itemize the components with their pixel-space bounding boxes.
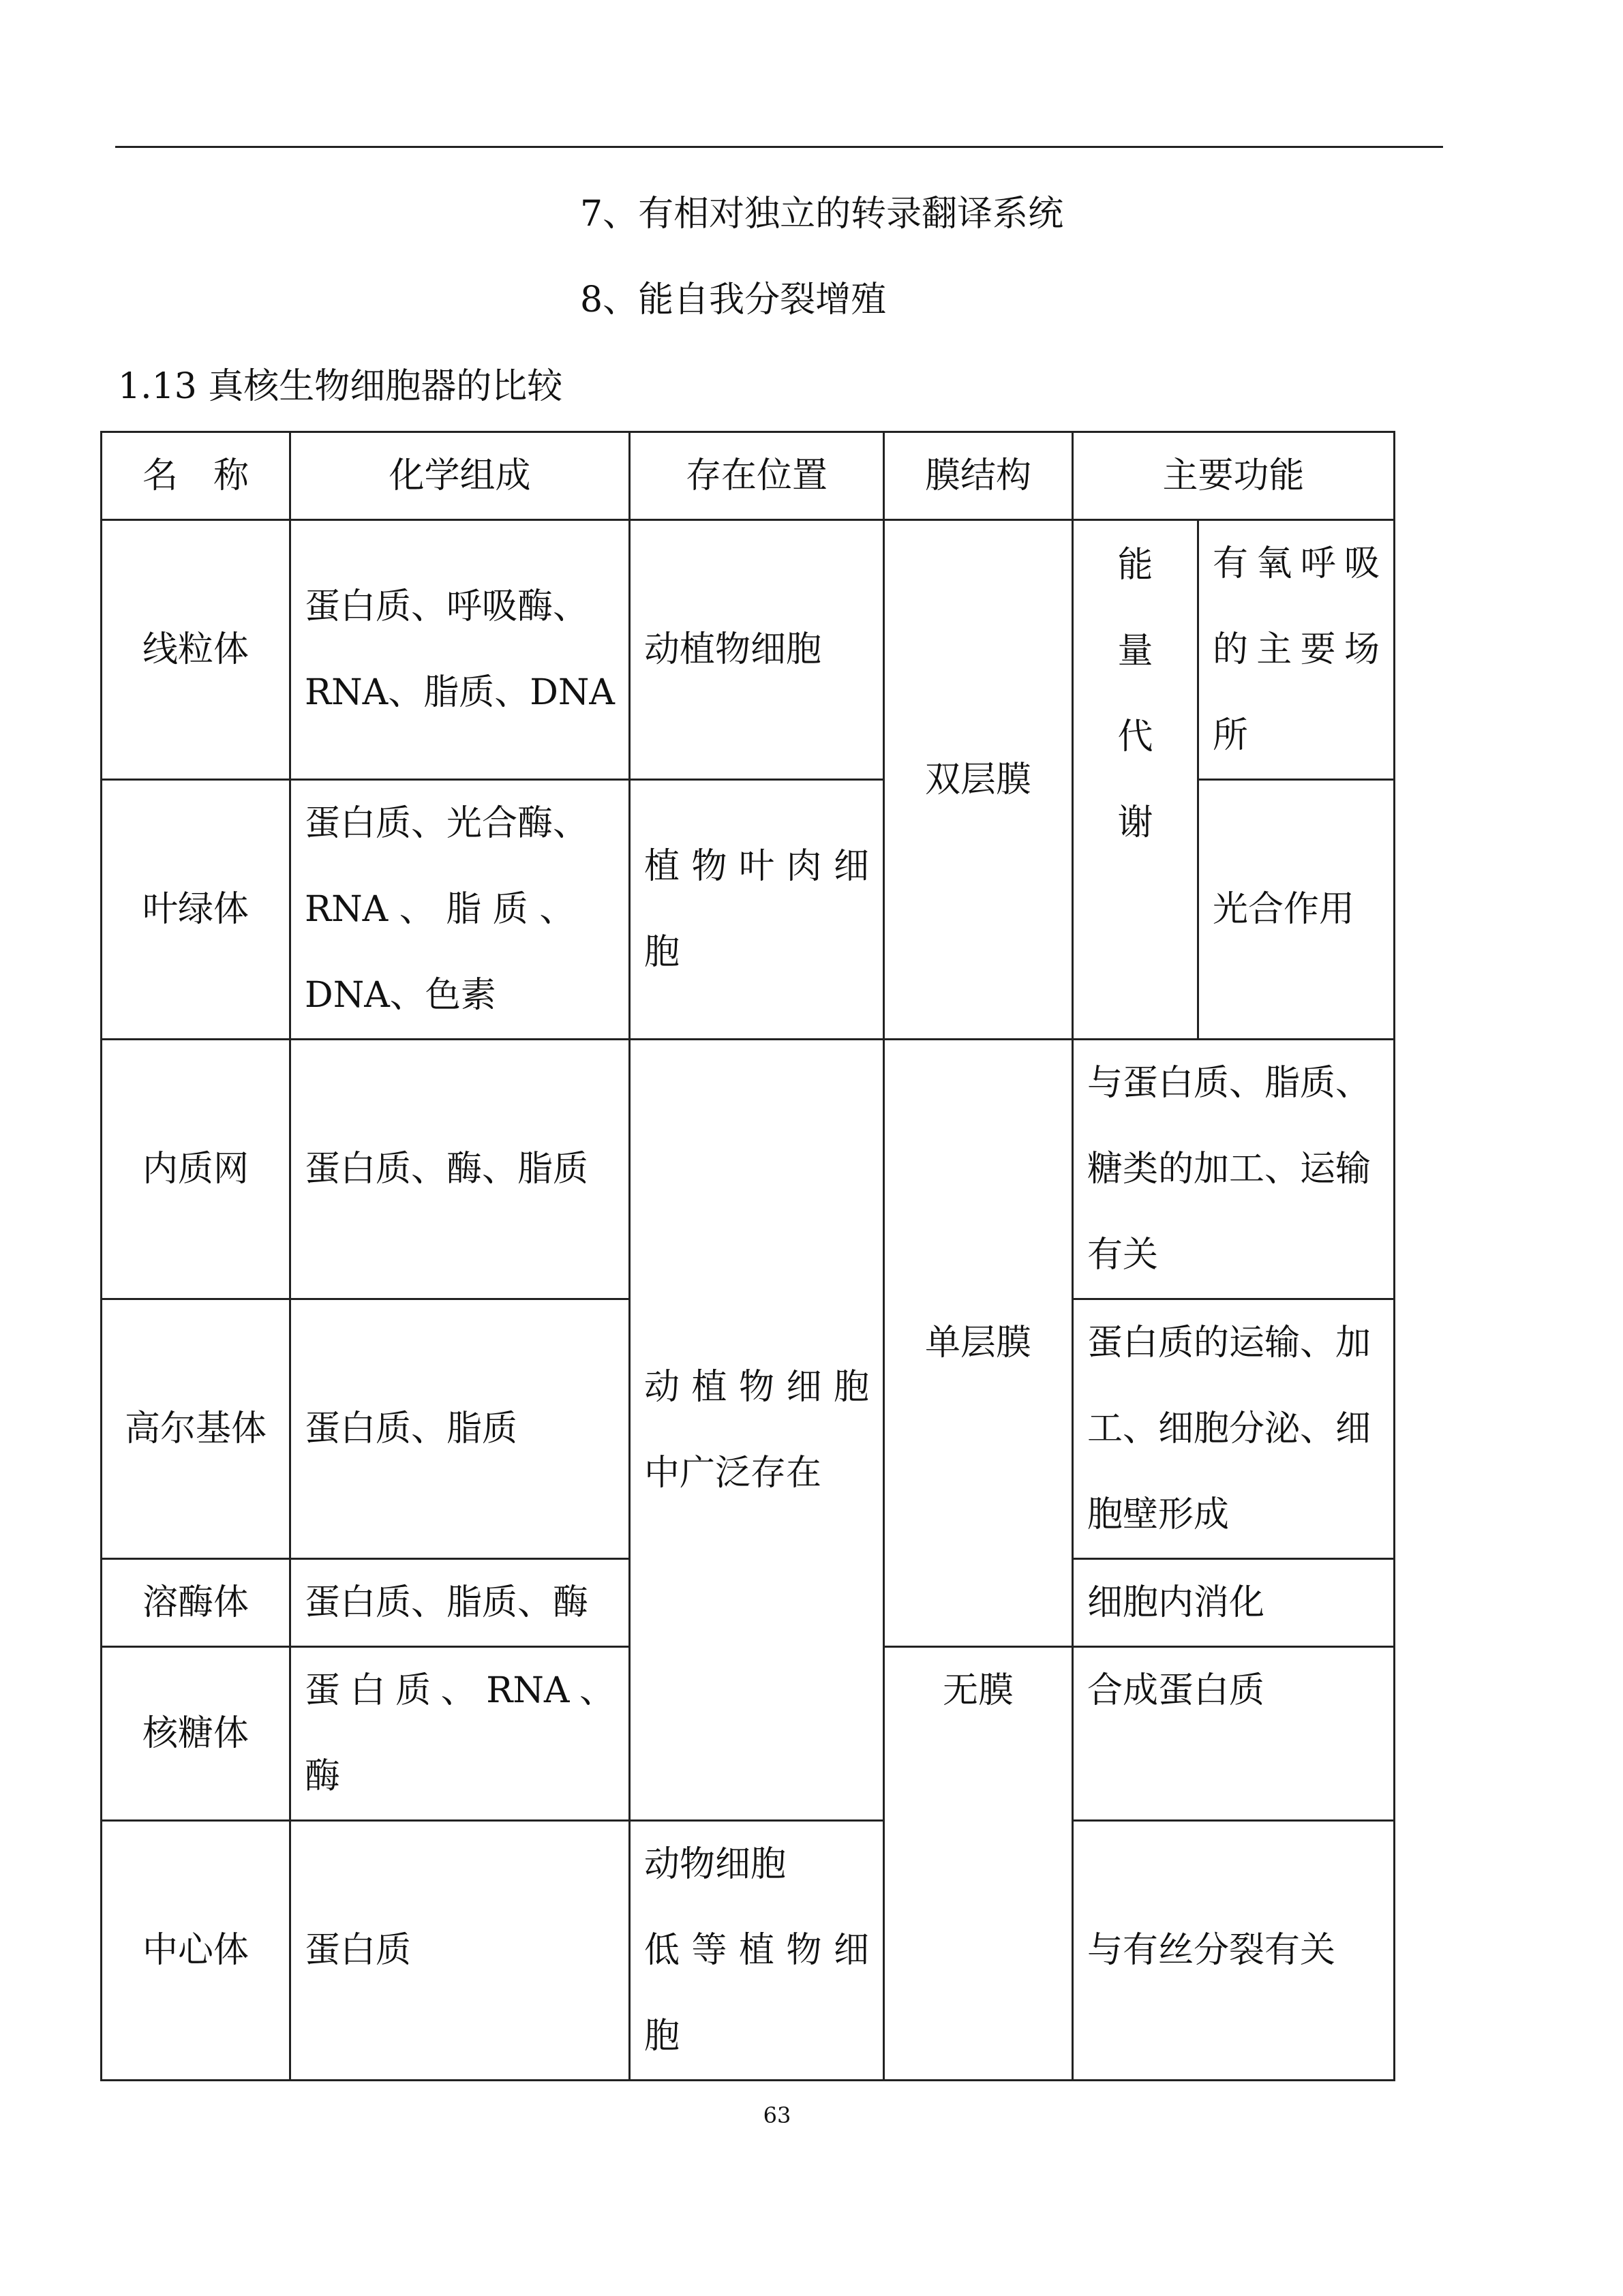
text-line: 所 — [1212, 715, 1248, 756]
text-line: 胞 — [643, 932, 680, 973]
text-line: 蛋白质、脂质 — [305, 1408, 518, 1449]
text-line: 酶 — [305, 1756, 341, 1797]
table-row — [102, 520, 1395, 780]
header-location: 存在位置 — [629, 432, 883, 520]
header-membrane: 膜结构 — [883, 432, 1072, 520]
text-line: 蛋白质、呼吸酶、 — [305, 586, 589, 627]
text-line: 与有丝分裂有关 — [1087, 1930, 1335, 1971]
list-item-8: 8、能自我分裂增殖 — [580, 280, 887, 320]
header-function: 主要功能 — [1072, 432, 1394, 520]
text-line: 有氧呼吸 — [1212, 543, 1380, 584]
text-line: 合成蛋白质 — [1087, 1670, 1264, 1711]
text-line: RNA 、 脂 质 、 — [305, 889, 575, 930]
text-line: 有关 — [1087, 1235, 1158, 1275]
text-line: 蛋白质、RNA、 — [305, 1670, 615, 1711]
function-group-cell — [1072, 520, 1198, 1040]
name-cell: 溶酶体 — [102, 1559, 290, 1647]
text-line: 量 — [1117, 631, 1153, 671]
text-line: 动物细胞 — [643, 1844, 786, 1885]
text-line: 蛋白质、脂质、酶 — [305, 1582, 589, 1623]
function-cell — [1072, 1299, 1394, 1559]
text-line: 低等植物细 — [643, 1930, 869, 1971]
text-line: 的主要场 — [1212, 629, 1380, 670]
name-cell: 叶绿体 — [102, 780, 290, 1040]
location-cell — [629, 780, 883, 1040]
composition-cell — [290, 1821, 630, 2081]
name-cell: 高尔基体 — [102, 1299, 290, 1559]
function-cell — [1072, 1040, 1394, 1299]
header-name: 名 称 — [102, 432, 290, 520]
composition-cell — [290, 1040, 630, 1299]
composition-cell — [290, 520, 630, 780]
text-line: 工、细胞分泌、细 — [1087, 1408, 1371, 1449]
text-line: 蛋白质、光合酶、 — [305, 803, 589, 844]
membrane-cell: 双层膜 — [883, 520, 1072, 1040]
header-rule — [115, 146, 1443, 148]
location-cell — [629, 1821, 883, 2081]
table-row — [102, 1821, 1395, 2081]
text-line: RNA、脂质、DNA — [305, 672, 615, 713]
text-line: 蛋白质 — [305, 1930, 412, 1971]
text-line: 细胞内消化 — [1087, 1582, 1264, 1623]
composition-cell — [290, 780, 630, 1040]
membrane-cell: 无膜 — [883, 1647, 1072, 2081]
function-cell — [1198, 780, 1394, 1040]
text-line: 蛋白质的运输、加 — [1087, 1323, 1371, 1363]
text-line: 能 — [1117, 545, 1153, 586]
list-item-7: 7、有相对独立的转录翻译系统 — [580, 194, 1064, 235]
text-line: 中广泛存在 — [643, 1452, 821, 1494]
location-cell — [629, 1040, 883, 1821]
composition-cell — [290, 1559, 630, 1647]
text-line: 胞 — [643, 2016, 680, 2057]
text-line: DNA、色素 — [305, 975, 496, 1016]
text-line: 植物叶肉细 — [643, 846, 869, 887]
composition-cell — [290, 1299, 630, 1559]
table-header-row — [102, 432, 1395, 520]
table-row — [102, 1040, 1395, 1299]
page-number: 63 — [763, 2102, 791, 2128]
header-composition: 化学组成 — [290, 432, 630, 520]
function-cell — [1072, 1821, 1394, 2081]
text-line: 谢 — [1117, 802, 1153, 843]
name-cell: 内质网 — [102, 1040, 290, 1299]
text-line: 代 — [1117, 716, 1153, 757]
text-line: 动植物细胞 — [643, 629, 821, 670]
name-cell: 核糖体 — [102, 1647, 290, 1821]
name-cell: 中心体 — [102, 1821, 290, 2081]
organelle-comparison-table — [100, 431, 1395, 2081]
table-row — [102, 780, 1395, 1040]
text-line: 动植物细胞 — [643, 1366, 869, 1408]
text-line: 光合作用 — [1212, 889, 1354, 930]
function-cell — [1072, 1559, 1394, 1647]
text-line: 与蛋白质、脂质、 — [1087, 1063, 1371, 1104]
composition-cell — [290, 1647, 630, 1821]
text-line: 糖类的加工、运输 — [1087, 1149, 1371, 1190]
text-line: 蛋白质、酶、脂质 — [305, 1149, 589, 1190]
function-cell — [1198, 520, 1394, 780]
name-cell: 线粒体 — [102, 520, 290, 780]
membrane-cell: 单层膜 — [883, 1040, 1072, 1647]
text-line: 胞壁形成 — [1087, 1494, 1229, 1535]
section-title: 1.13 真核生物细胞器的比较 — [118, 366, 563, 407]
location-cell — [629, 520, 883, 780]
function-cell — [1072, 1647, 1394, 1821]
